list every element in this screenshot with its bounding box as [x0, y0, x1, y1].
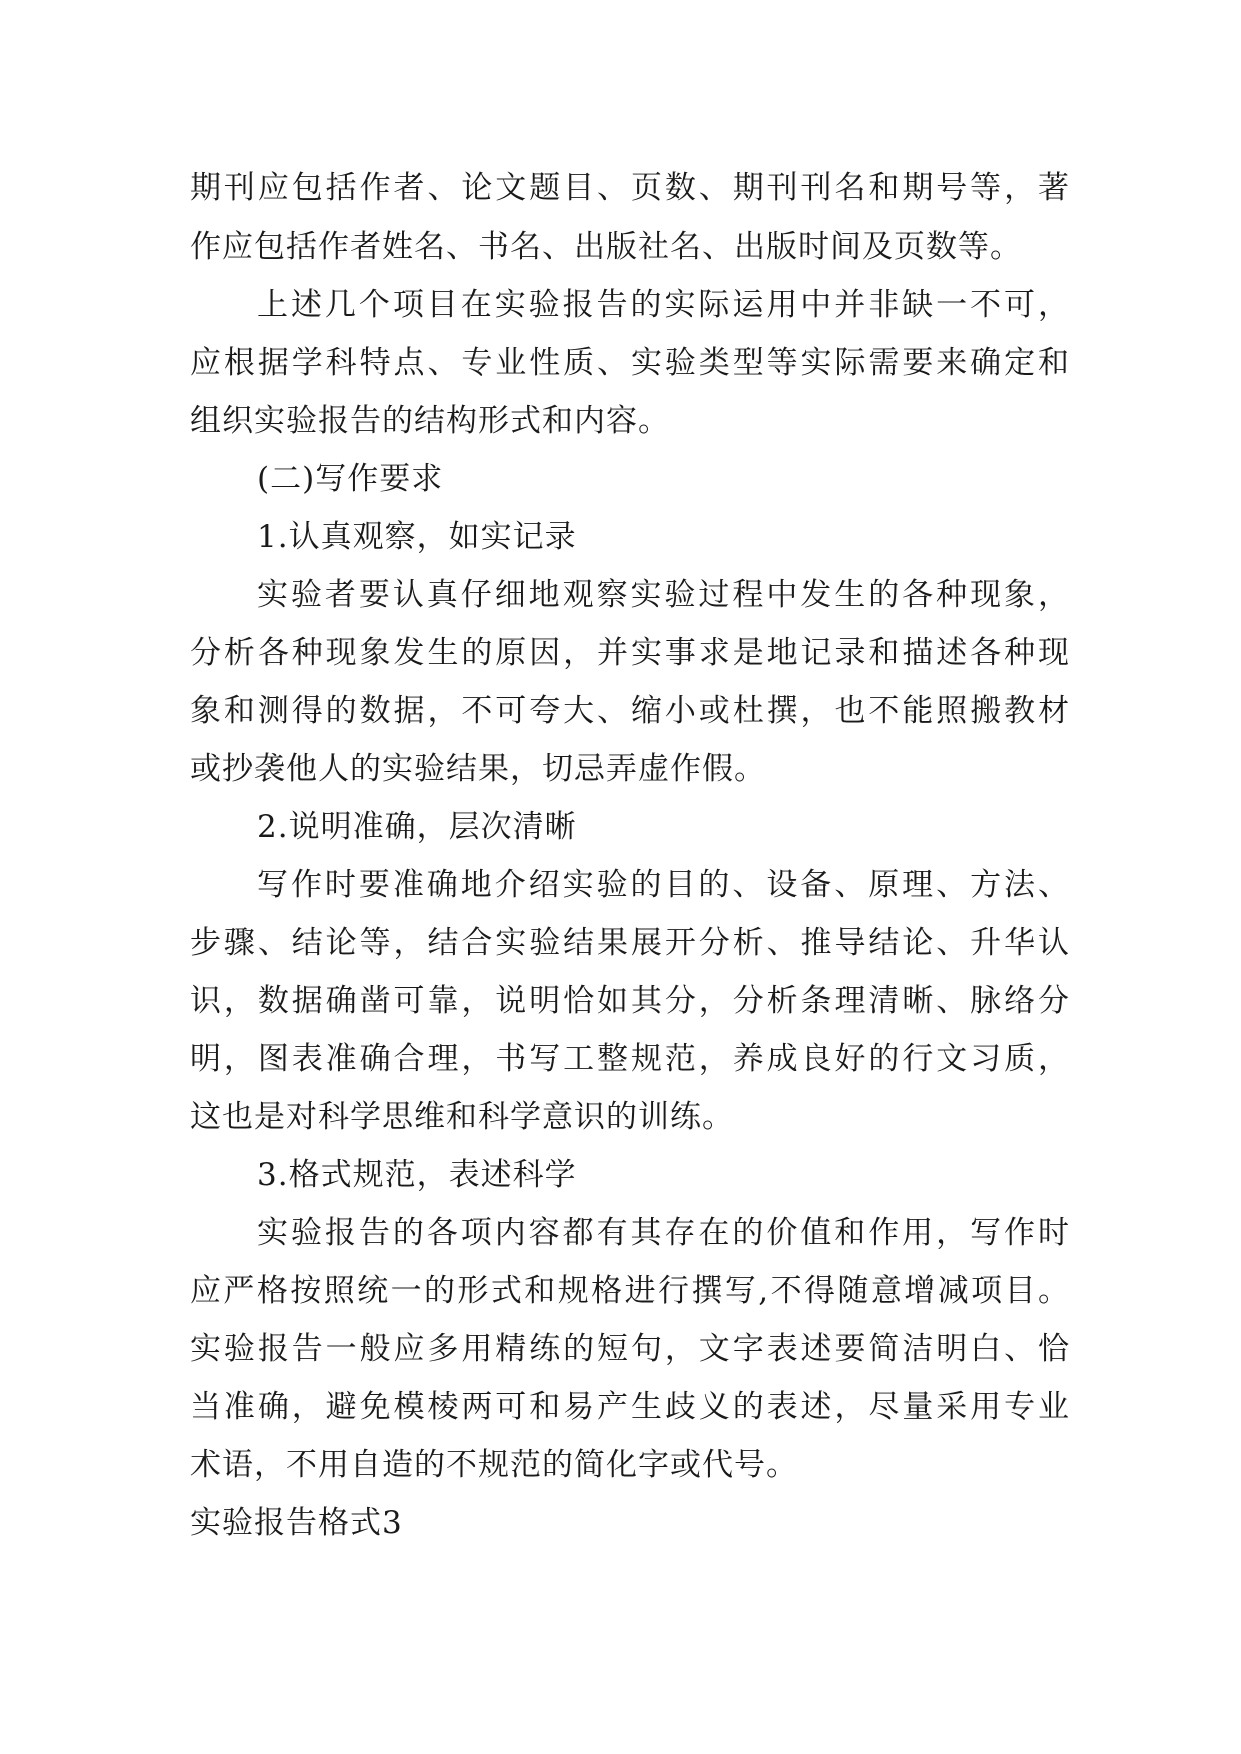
paragraph-line: 写作时要准确地介绍实验的目的、设备、原理、方法、 [257, 867, 1070, 903]
paragraph-line: 实验报告一般应多用精练的短句，文字表述要简洁明白、恰 [190, 1331, 1070, 1367]
paragraph-line: 象和测得的数据，不可夸大、缩小或杜撰，也不能照搬教材 [190, 693, 1070, 729]
paragraph-line: 实验者要认真仔细地观察实验过程中发生的各种现象， [257, 577, 1070, 613]
document-title: 实验报告格式3 [190, 1505, 403, 1541]
paragraph-line: 组织实验报告的结构形式和内容。 [190, 403, 670, 439]
paragraph-line: 应根据学科特点、专业性质、实验类型等实际需要来确定和 [190, 345, 1070, 381]
paragraph-line: 期刊应包括作者、论文题目、页数、期刊刊名和期号等，著 [190, 170, 1070, 206]
paragraph-line: 这也是对科学思维和科学意识的训练。 [190, 1099, 734, 1135]
paragraph-line: 实验报告的各项内容都有其存在的价值和作用，写作时 [257, 1215, 1070, 1251]
paragraph-line: 应严格按照统一的形式和规格进行撰写,不得随意增减项目。 [190, 1273, 1070, 1309]
subsection-heading: 2.说明准确，层次清晰 [257, 809, 577, 845]
paragraph-line: 术语，不用自造的不规范的简化字或代号。 [190, 1447, 798, 1483]
paragraph-line: 明，图表准确合理，书写工整规范，养成良好的行文习质， [190, 1041, 1070, 1077]
paragraph-line: 步骤、结论等，结合实验结果展开分析、推导结论、升华认 [190, 925, 1070, 961]
paragraph-line: 作应包括作者姓名、书名、出版社名、出版时间及页数等。 [190, 229, 1022, 265]
paragraph-line: 上述几个项目在实验报告的实际运用中并非缺一不可， [257, 287, 1070, 323]
section-heading: (二)写作要求 [257, 461, 444, 497]
paragraph-line: 分析各种现象发生的原因，并实事求是地记录和描述各种现 [190, 635, 1070, 671]
subsection-heading: 3.格式规范，表述科学 [257, 1157, 577, 1193]
paragraph-line: 当准确，避免模棱两可和易产生歧义的表述，尽量采用专业 [190, 1389, 1070, 1425]
subsection-heading: 1.认真观察，如实记录 [257, 519, 577, 555]
paragraph-line: 识，数据确凿可靠，说明恰如其分，分析条理清晰、脉络分 [190, 983, 1070, 1019]
paragraph-line: 或抄袭他人的实验结果，切忌弄虚作假。 [190, 751, 766, 787]
